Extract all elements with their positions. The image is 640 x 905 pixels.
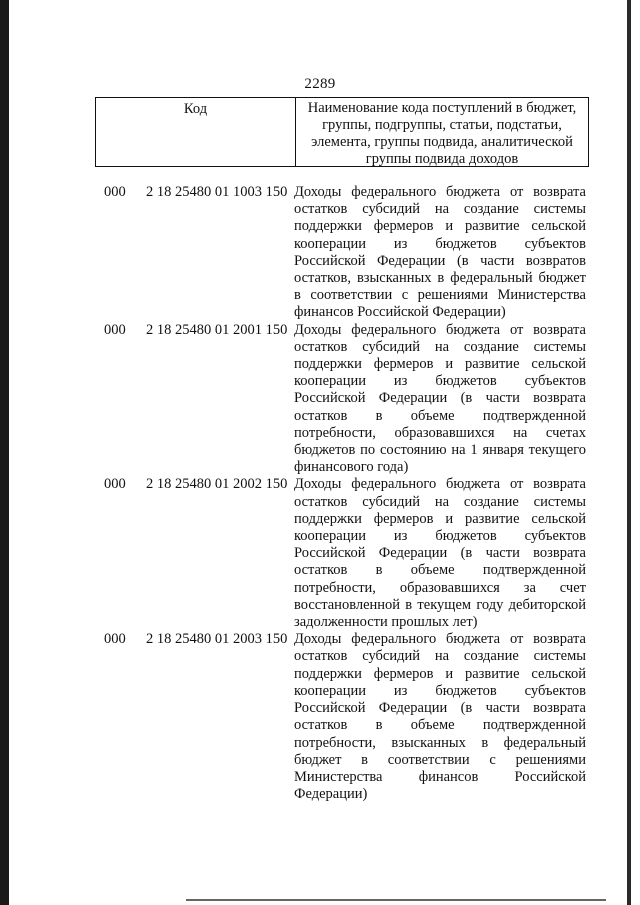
page-number: 2289 bbox=[304, 76, 336, 92]
row-admin-code: 000 bbox=[104, 476, 126, 493]
row-admin-code: 000 bbox=[104, 184, 126, 200]
table-row bbox=[104, 631, 590, 803]
row-admin-code: 000 bbox=[104, 631, 126, 648]
row-revenue-code: 2 18 25480 01 2002 150 bbox=[146, 476, 288, 493]
row-revenue-code: 2 18 25480 01 2001 150 bbox=[146, 321, 288, 338]
table-row bbox=[104, 476, 590, 631]
scan-edge-bottom bbox=[186, 899, 606, 901]
row-description: Доходы федерального бюджета от возврата остатков субсидий на создание системы поддержки фермеров и развитие сельской кооперации из бюджетов субъектов Российской Федерации (в части возвратов остатков, взысканных в федеральный бюджет в соответствии с решениями Министерства финансов Российской Федерации) bbox=[294, 184, 586, 321]
row-description: Доходы федерального бюджета от возврата остатков субсидий на создание системы поддержки фермеров и развитие сельской кооперации из бюджетов субъектов Российской Федерации (в части возврата остатков в объеме подтвержденной потребности, образовавшихся за счет восстановленной в текущем году дебиторской задолженности прошлых лет) bbox=[294, 476, 586, 631]
row-revenue-code: 2 18 25480 01 1003 150 bbox=[146, 184, 288, 200]
header-code-column: Код bbox=[96, 98, 296, 166]
scan-edge-left bbox=[0, 0, 9, 905]
header-name-column: Наименование кода поступлений в бюджет, группы, подгруппы, статьи, подстатьи, элемента, группы подвида, аналитической группы подвида доходов bbox=[307, 100, 577, 167]
row-description: Доходы федерального бюджета от возврата остатков субсидий на создание системы поддержки фермеров и развитие сельской кооперации из бюджетов субъектов Российской Федерации (в части возврата остатков в объеме подтвержденной потребности, образовавшихся на счетах бюджетов по состоянию на 1 января текущего финансового года) bbox=[294, 321, 586, 476]
table-body bbox=[104, 184, 590, 803]
table-row bbox=[104, 322, 590, 477]
row-revenue-code: 2 18 25480 01 2003 150 bbox=[146, 631, 288, 648]
table-row bbox=[104, 184, 590, 322]
table-header bbox=[95, 97, 589, 167]
row-admin-code: 000 bbox=[104, 321, 126, 338]
scan-edge-right bbox=[627, 0, 631, 905]
row-description: Доходы федерального бюджета от возврата остатков субсидий на создание системы поддержки фермеров и развитие сельской кооперации из бюджетов субъектов Российской Федерации (в части возврата остатков в объеме подтвержденной потребности, взысканных в федеральный бюджет в соответствии с решениями Министерства финансов Российской Федерации) bbox=[294, 631, 586, 803]
